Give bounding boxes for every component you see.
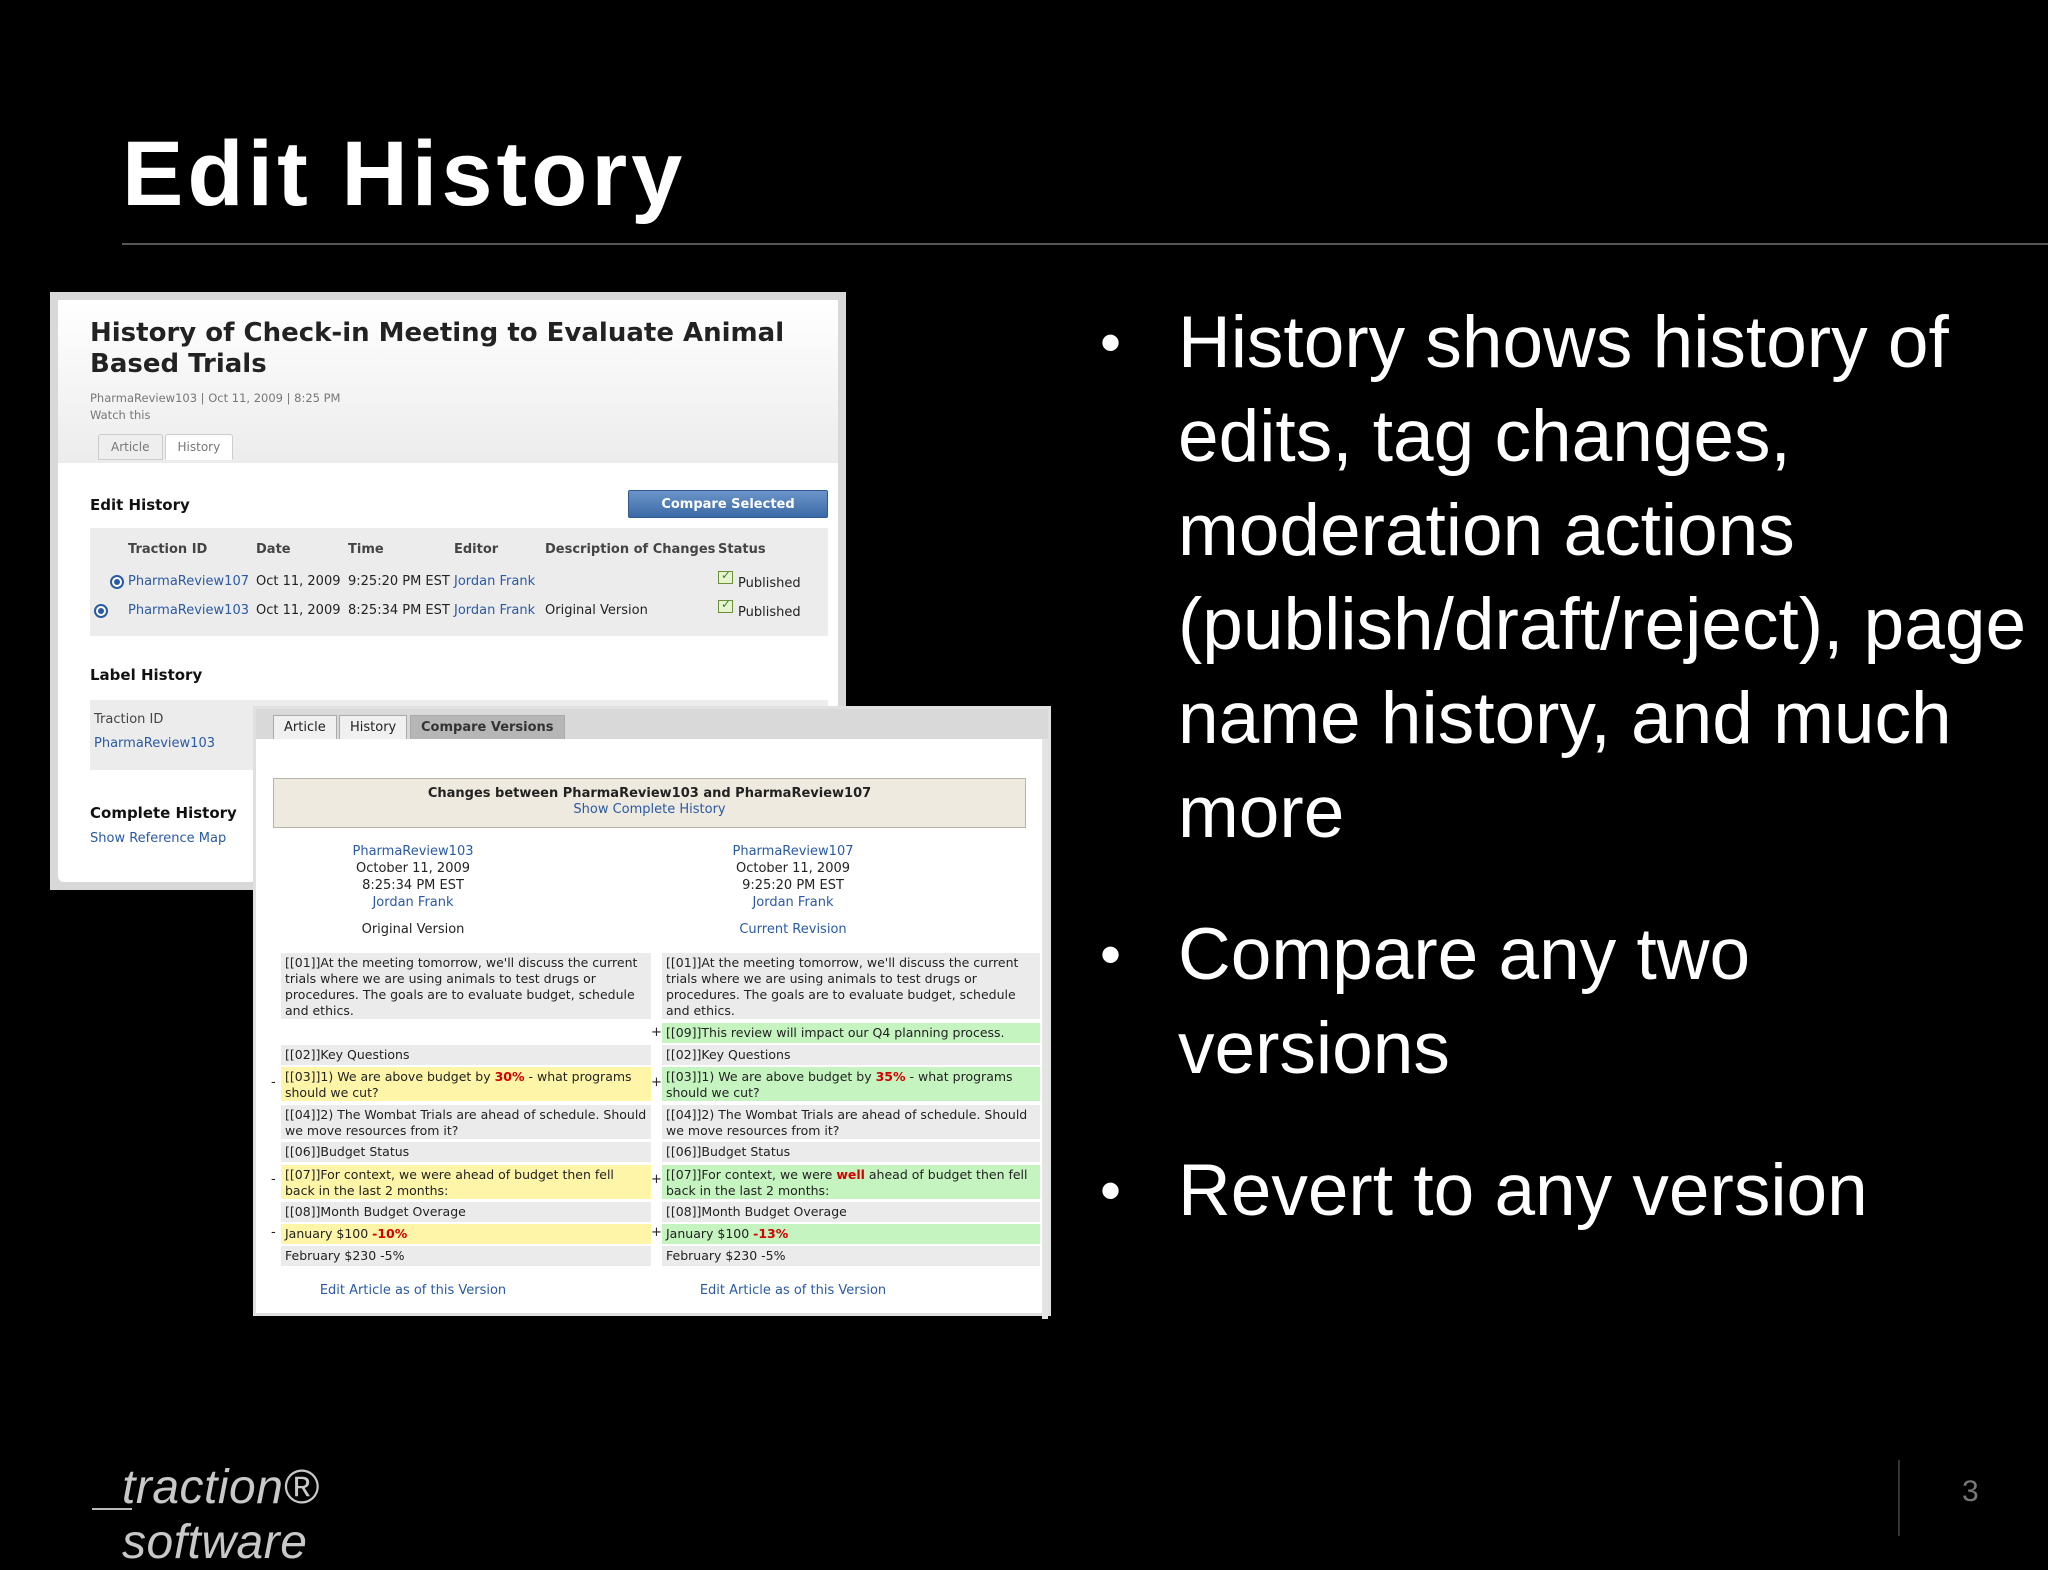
diff-right-cell: [[04]]2) The Wombat Trials are ahead of schedule. Should we move resources from it? <box>662 1105 1040 1139</box>
diff-text: - what programs should we cut? <box>666 1069 1013 1100</box>
slide-number: 3 <box>1962 1475 1979 1508</box>
diff-text: [[07]]For context, we were <box>666 1167 837 1182</box>
edit-history-table <box>90 528 828 636</box>
original-version-label: Original Version <box>361 922 465 937</box>
tab-history[interactable]: History <box>339 715 407 739</box>
history-meta: PharmaReview103 | Oct 11, 2009 | 8:25 PM <box>90 391 341 405</box>
diff-left-cell: [[02]]Key Questions <box>281 1045 651 1065</box>
right-version-info <box>668 843 918 911</box>
column-header: Description of Changes <box>545 542 716 557</box>
diff-left-cell: [[01]]At the meeting tomorrow, we'll discuss the current trials where we are using animals to test drugs or procedures. The goals are to evaluate budget, schedule and ethics. <box>281 953 651 1019</box>
bullet-dot-icon: • <box>1100 1157 1122 1224</box>
compare-screenshot <box>253 706 1051 1316</box>
edit-right-version-link[interactable]: Edit Article as of this Version <box>699 1283 887 1298</box>
right-editor-link[interactable]: Jordan Frank <box>752 895 834 910</box>
show-complete-history-link[interactable]: Show Complete History <box>573 802 726 817</box>
right-version-time: 9:25:20 PM EST <box>742 878 844 893</box>
bullet-dot-icon: • <box>1100 921 1122 988</box>
diff-highlight: 35% <box>875 1069 906 1084</box>
bullet-dot-icon: • <box>1100 309 1122 376</box>
diff-highlight: well <box>836 1167 865 1182</box>
date-cell: Oct 11, 2009 <box>256 603 341 618</box>
traction-id-link[interactable]: PharmaReview103 <box>94 736 215 751</box>
date-cell: Oct 11, 2009 <box>256 574 341 589</box>
time-cell: 8:25:34 PM EST <box>348 603 450 618</box>
banner-title: Changes between PharmaReview103 and PharmaReview107 <box>427 786 872 801</box>
diff-right-cell-changed <box>662 1165 1040 1199</box>
published-icon <box>718 600 733 613</box>
current-revision-label: Current Revision <box>739 922 847 937</box>
diff-left-cell: February $230 -5% <box>281 1246 651 1266</box>
diff-right-cell: [[01]]At the meeting tomorrow, we'll discuss the current trials where we are using animals to test drugs or procedures. The goals are to evaluate budget, schedule and ethics. <box>662 953 1040 1019</box>
diff-left-cell-changed <box>281 1224 651 1244</box>
compare-selected-versions-button[interactable]: Compare Selected <box>628 490 828 518</box>
diff-right-cell: [[06]]Budget Status <box>662 1142 1040 1162</box>
editor-link[interactable]: Jordan Frank <box>454 574 536 589</box>
left-editor-link[interactable]: Jordan Frank <box>372 895 454 910</box>
diff-highlight: 30% <box>494 1069 525 1084</box>
watch-link[interactable]: Watch this <box>90 408 151 422</box>
status-cell: Published <box>738 576 801 591</box>
history-title: History of Check-in Meeting to Evaluate Animal Based Trials <box>90 318 785 379</box>
diff-removed-marker: - <box>271 1172 276 1187</box>
show-reference-map-link[interactable]: Show Reference Map <box>90 831 227 846</box>
diff-text: [[03]]1) We are above budget by <box>666 1069 876 1084</box>
column-header: Status <box>718 542 766 557</box>
bullet-item <box>1100 296 2030 860</box>
diff-added-marker: + <box>651 1172 662 1187</box>
column-header: Traction ID <box>128 542 208 557</box>
traction-id-link[interactable]: PharmaReview107 <box>128 574 249 589</box>
diff-text: January $100 <box>285 1226 373 1241</box>
tab-compare-versions[interactable]: Compare Versions <box>410 715 565 739</box>
description-cell: Original Version <box>545 603 648 618</box>
label-history-heading: Label History <box>90 666 203 684</box>
left-version-info <box>288 843 538 911</box>
diff-left-cell: [[04]]2) The Wombat Trials are ahead of schedule. Should we move resources from it? <box>281 1105 651 1139</box>
bullet-item <box>1100 1144 2030 1238</box>
complete-history-heading: Complete History <box>90 804 237 822</box>
diff-highlight: -13% <box>753 1226 789 1241</box>
diff-right-cell: February $230 -5% <box>662 1246 1040 1266</box>
version-radio[interactable] <box>94 604 108 618</box>
diff-left-cell-changed <box>281 1067 651 1101</box>
time-cell: 9:25:20 PM EST <box>348 574 450 589</box>
diff-text: January $100 <box>666 1226 754 1241</box>
edit-left-version-link[interactable]: Edit Article as of this Version <box>319 1283 507 1298</box>
column-header: Editor <box>454 542 499 557</box>
diff-added-marker: + <box>651 1225 662 1240</box>
column-header: Date <box>256 542 291 557</box>
tab-article[interactable]: Article <box>273 715 337 739</box>
bullet-text: Compare any two versions <box>1178 914 1751 1089</box>
table-row <box>90 568 828 596</box>
diff-removed-marker: - <box>271 1075 276 1090</box>
left-version-id-link[interactable]: PharmaReview103 <box>352 844 474 859</box>
footer-divider <box>1898 1460 1900 1536</box>
edit-history-heading: Edit History <box>90 496 190 514</box>
tab-history[interactable]: History <box>165 434 234 460</box>
version-radio[interactable] <box>110 575 124 589</box>
diff-text: ahead of budget then fell back in the last 2 months: <box>666 1167 1028 1198</box>
right-version-date: October 11, 2009 <box>735 861 851 876</box>
column-header: Traction ID <box>94 712 164 727</box>
scrollbar[interactable] <box>1042 739 1048 1319</box>
diff-right-cell: [[08]]Month Budget Overage <box>662 1202 1040 1222</box>
slide-title: Edit History <box>122 123 687 225</box>
compare-banner <box>273 778 1026 828</box>
traction-software-logo <box>92 1461 512 1569</box>
diff-left-cell: [[06]]Budget Status <box>281 1142 651 1162</box>
diff-right-cell-added: [[09]]This review will impact our Q4 planning process. <box>662 1023 1040 1043</box>
diff-right-cell-changed <box>662 1224 1040 1244</box>
compare-tab-bar <box>256 709 1048 739</box>
diff-highlight: -10% <box>372 1226 408 1241</box>
bullet-text: Revert to any version <box>1178 1150 1868 1231</box>
diff-left-cell: [[08]]Month Budget Overage <box>281 1202 651 1222</box>
column-header: Time <box>348 542 384 557</box>
bullet-item <box>1100 908 2030 1096</box>
bullet-list <box>1100 296 2030 1286</box>
table-row <box>90 597 828 625</box>
diff-right-cell: [[02]]Key Questions <box>662 1045 1040 1065</box>
diff-text: - what programs should we cut? <box>285 1069 632 1100</box>
traction-id-link[interactable]: PharmaReview103 <box>128 603 249 618</box>
editor-link[interactable]: Jordan Frank <box>454 603 536 618</box>
diff-left-cell-changed: [[07]]For context, we were ahead of budget then fell back in the last 2 months: <box>281 1165 651 1199</box>
right-version-id-link[interactable]: PharmaReview107 <box>732 844 854 859</box>
diff-text: [[03]]1) We are above budget by <box>285 1069 495 1084</box>
left-version-date: October 11, 2009 <box>355 861 471 876</box>
status-cell: Published <box>738 605 801 620</box>
tab-article[interactable]: Article <box>98 434 163 460</box>
diff-added-marker: + <box>651 1075 662 1090</box>
diff-right-cell-changed <box>662 1067 1040 1101</box>
published-icon <box>718 571 733 584</box>
diff-removed-marker: - <box>271 1225 276 1240</box>
history-tabs <box>98 434 235 460</box>
diff-added-marker: + <box>651 1025 662 1040</box>
title-divider <box>122 243 2048 245</box>
logo-text: traction® software <box>122 1461 320 1569</box>
bullet-text: History shows history of edits, tag changes, moderation actions (publish/draft/reject), page name history, and much more <box>1178 302 2027 853</box>
left-version-time: 8:25:34 PM EST <box>362 878 464 893</box>
